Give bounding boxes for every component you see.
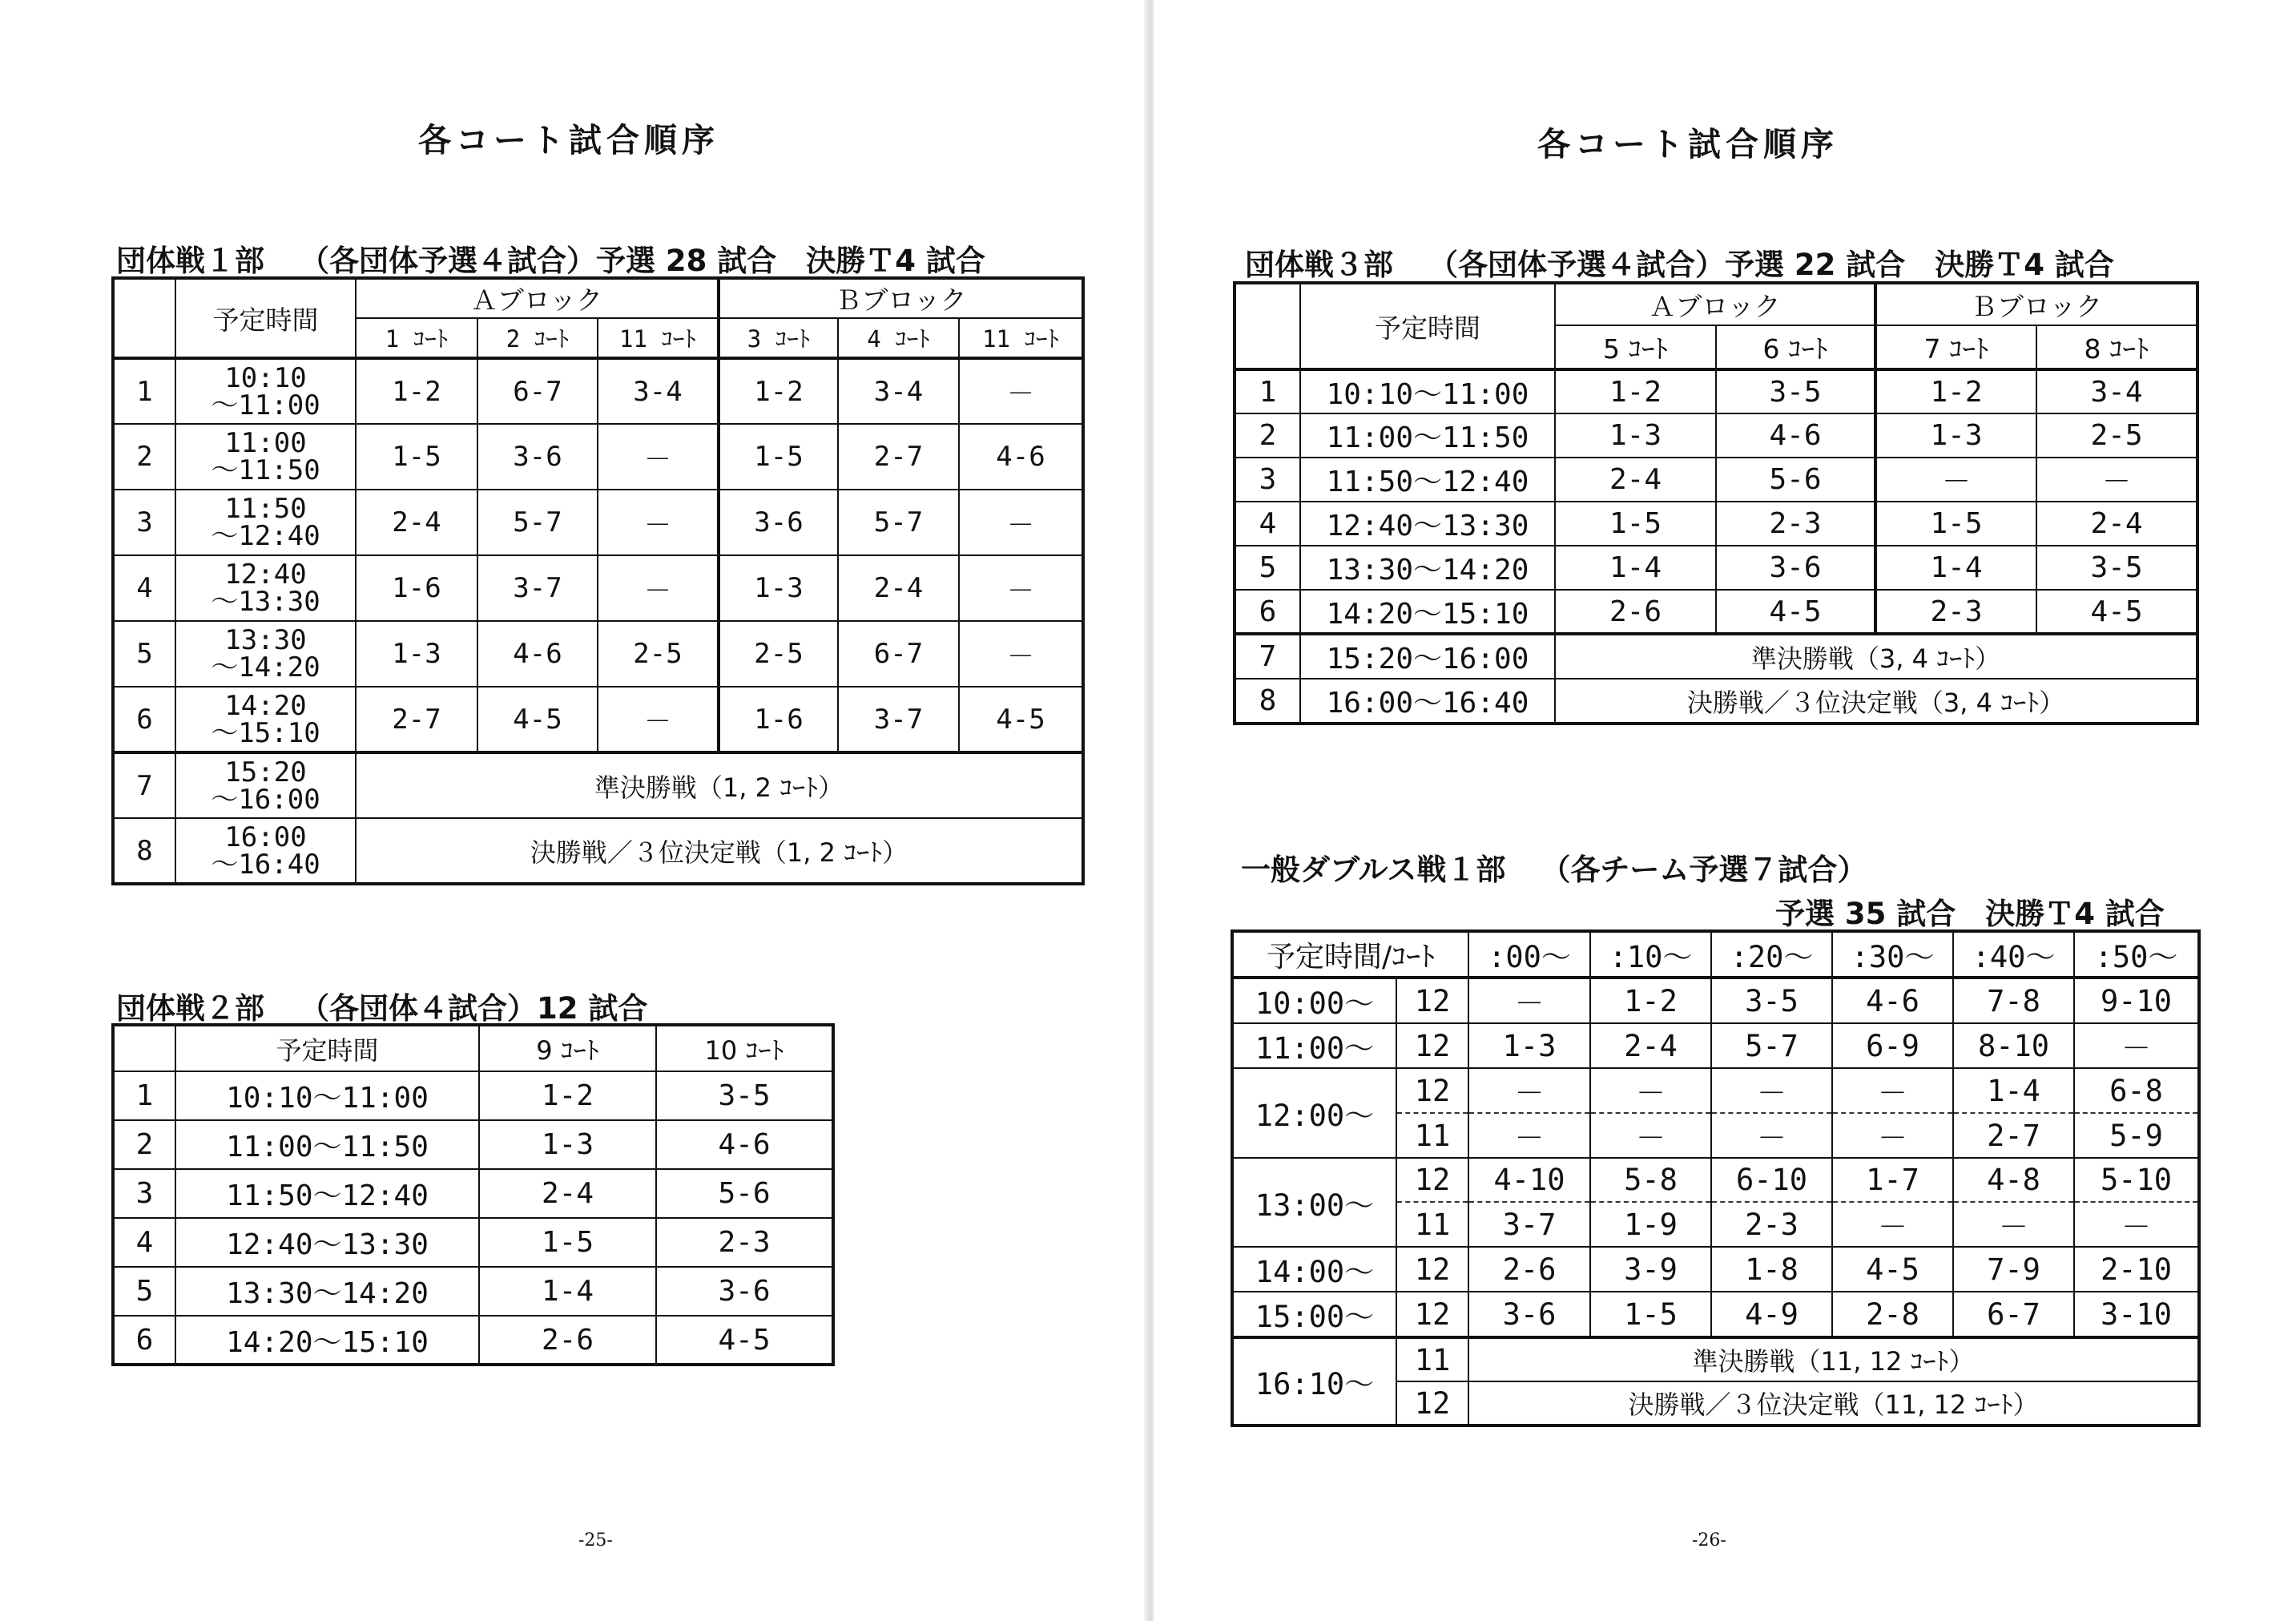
match-cell: 3-5 — [2036, 546, 2197, 590]
court-cell: 12 — [1396, 1023, 1468, 1068]
match-cell: 5-7 — [1711, 1023, 1832, 1068]
time-cell: 14:20～15:10 — [175, 1316, 479, 1365]
table-row — [1232, 1068, 2199, 1113]
match-cell: 7-9 — [1953, 1247, 2074, 1292]
table-row — [113, 1218, 833, 1267]
match-cell: － — [598, 424, 719, 490]
row-number: 2 — [113, 424, 175, 490]
header-no-cell — [1235, 283, 1300, 369]
match-cell: 2-4 — [1590, 1023, 1711, 1068]
match-cell: － — [1875, 458, 2036, 502]
match-cell: 4-5 — [1716, 590, 1875, 634]
match-cell: 6-8 — [2074, 1068, 2199, 1113]
section-detail: （各団体予選４試合）予選 28 試合 決勝Ｔ4 試合 — [300, 244, 985, 278]
match-cell: 2-6 — [1468, 1247, 1590, 1292]
finals-label: 決勝戦／３位決定戦（11, 12 ｺｰﾄ） — [1468, 1381, 2199, 1425]
row-number: 5 — [1235, 546, 1300, 590]
row-number: 8 — [1235, 679, 1300, 724]
page-number: -26- — [1692, 1530, 1726, 1550]
time-cell: 12:40～13:30 — [1300, 502, 1555, 546]
time-cell: 15:20～16:00 — [1300, 634, 1555, 679]
time-cell: 13:30～14:20 — [175, 1267, 479, 1316]
row-number: 3 — [113, 490, 175, 555]
court-cell: 12 — [1396, 1292, 1468, 1337]
match-cell: － — [959, 555, 1083, 621]
match-cell: － — [959, 621, 1083, 687]
header-block-a: Ａブロック — [356, 278, 719, 318]
header-block-a: Ａブロック — [1555, 283, 1875, 325]
match-cell: 2-4 — [838, 555, 959, 621]
court-cell: 12 — [1396, 1381, 1468, 1425]
time-start: 11:00 — [224, 427, 307, 459]
finals-label: 決勝戦／３位決定戦（1, 2 ｺｰﾄ） — [356, 818, 1083, 884]
header-court: 11 ｺｰﾄ — [959, 318, 1083, 358]
time-end: ～11:50 — [211, 454, 320, 486]
time-cell: 12:40～13:30 — [175, 1218, 479, 1267]
table-row — [1235, 369, 2197, 413]
time-end: ～16:00 — [211, 783, 320, 816]
header-court: 5 ｺｰﾄ — [1555, 325, 1716, 369]
time-start: 13:30 — [224, 624, 307, 656]
row-number: 3 — [1235, 458, 1300, 502]
match-cell: 4-5 — [959, 687, 1083, 752]
header-slot: :30～ — [1832, 931, 1953, 978]
header-time-cell: 予定時間 — [175, 278, 356, 358]
match-cell: － — [1711, 1068, 1832, 1113]
match-cell: － — [598, 555, 719, 621]
match-cell: 1-3 — [479, 1120, 656, 1169]
match-cell: 1-5 — [356, 424, 477, 490]
match-cell: 6-9 — [1832, 1023, 1953, 1068]
match-cell: 4-6 — [477, 621, 598, 687]
match-cell: 7-8 — [1953, 978, 2074, 1023]
row-number: 7 — [113, 752, 175, 818]
match-cell: 2-3 — [656, 1218, 833, 1267]
section-detail-2: 予選 35 試合 決勝Ｔ4 試合 — [1775, 897, 2165, 931]
match-cell: 1-2 — [479, 1071, 656, 1120]
header-court: 8 ｺｰﾄ — [2036, 325, 2197, 369]
time-cell: 15:00～ — [1232, 1292, 1396, 1337]
page-title: 各コート試合順序 — [418, 121, 719, 159]
row-number: 2 — [1235, 413, 1300, 458]
table-row — [1232, 1158, 2199, 1202]
match-cell: 1-3 — [719, 555, 838, 621]
court-cell: 11 — [1396, 1337, 1468, 1381]
header-court: 1 ｺｰﾄ — [356, 318, 477, 358]
match-cell: 1-9 — [1590, 1202, 1711, 1247]
match-cell: 3-10 — [2074, 1292, 2199, 1337]
match-cell: 5-7 — [477, 490, 598, 555]
time-cell: 10:10～11:00 — [175, 1071, 479, 1120]
section-name: 団体戦１部 — [116, 244, 264, 278]
match-cell: 5-9 — [2074, 1113, 2199, 1158]
team-match-schedule-table-2 — [111, 1023, 835, 1366]
header-slot: :20～ — [1711, 931, 1832, 978]
table-row — [1232, 1023, 2199, 1068]
match-cell: 1-2 — [1875, 369, 2036, 413]
finals-label: 決勝戦／３位決定戦（3, 4 ｺｰﾄ） — [1555, 679, 2197, 724]
header-court: 6 ｺｰﾄ — [1716, 325, 1875, 369]
row-number: 1 — [113, 358, 175, 424]
table-row — [113, 1169, 833, 1218]
section-name: 一般ダブルス戦１部 — [1241, 853, 1506, 887]
finals-label: 準決勝戦（11, 12 ｺｰﾄ） — [1468, 1337, 2199, 1381]
court-cell: 12 — [1396, 1158, 1468, 1202]
court-cell: 12 — [1396, 1068, 1468, 1113]
row-number: 5 — [113, 621, 175, 687]
court-cell: 12 — [1396, 978, 1468, 1023]
match-cell: 1-4 — [479, 1267, 656, 1316]
match-cell: － — [1468, 1068, 1590, 1113]
table-row — [113, 1120, 833, 1169]
match-cell: 1-3 — [1875, 413, 2036, 458]
match-cell: － — [1590, 1068, 1711, 1113]
match-cell: 2-4 — [2036, 502, 2197, 546]
row-number: 3 — [113, 1169, 175, 1218]
match-cell: 1-2 — [1555, 369, 1716, 413]
match-cell: 2-5 — [2036, 413, 2197, 458]
match-cell: 3-7 — [477, 555, 598, 621]
match-cell: 3-7 — [1468, 1202, 1590, 1247]
match-cell: 3-9 — [1590, 1247, 1711, 1292]
time-cell: 11:00～11:50 — [1300, 413, 1555, 458]
header-court: 10 ｺｰﾄ — [656, 1025, 833, 1071]
header-time-court: 予定時間/ｺｰﾄ — [1232, 931, 1468, 978]
section-detail: （各団体４試合）12 試合 — [300, 991, 648, 1026]
time-end: ～11:00 — [211, 389, 320, 421]
time-start: 15:20 — [224, 756, 307, 788]
time-start: 11:50 — [224, 493, 307, 525]
doubles-schedule-table — [1231, 929, 2201, 1427]
section-name: 団体戦２部 — [116, 991, 264, 1026]
time-end: ～16:40 — [211, 848, 320, 881]
match-cell: 1-4 — [1953, 1068, 2074, 1113]
time-start: 10:10 — [224, 361, 307, 394]
match-cell: 2-3 — [1711, 1202, 1832, 1247]
match-cell: － — [2074, 1202, 2199, 1247]
court-cell: 11 — [1396, 1113, 1468, 1158]
match-cell: 2-7 — [838, 424, 959, 490]
table-row — [1235, 458, 2197, 502]
match-cell: 3-7 — [838, 687, 959, 752]
section-heading — [116, 236, 985, 280]
finals-label: 準決勝戦（1, 2 ｺｰﾄ） — [356, 752, 1083, 818]
time-cell: 13:00～ — [1232, 1158, 1396, 1247]
match-cell: 8-10 — [1953, 1023, 2074, 1068]
section-detail: （各チーム予選７試合） — [1541, 853, 1867, 887]
team-match-schedule-table-1 — [111, 276, 1085, 885]
right-page — [1154, 0, 2296, 1621]
match-cell: 2-5 — [598, 621, 719, 687]
match-cell: 2-4 — [356, 490, 477, 555]
match-cell: 1-5 — [719, 424, 838, 490]
match-cell: － — [598, 687, 719, 752]
match-cell: 4-5 — [2036, 590, 2197, 634]
match-cell: 2-3 — [1875, 590, 2036, 634]
match-cell: 4-6 — [656, 1120, 833, 1169]
match-cell: 1-4 — [1555, 546, 1716, 590]
row-number: 4 — [113, 555, 175, 621]
match-cell: 9-10 — [2074, 978, 2199, 1023]
table-row — [1232, 978, 2199, 1023]
match-cell: 6-10 — [1711, 1158, 1832, 1202]
match-cell: 3-6 — [1716, 546, 1875, 590]
match-cell: 4-10 — [1468, 1158, 1590, 1202]
match-cell: 6-7 — [838, 621, 959, 687]
time-cell — [175, 687, 356, 752]
match-cell: 2-4 — [479, 1169, 656, 1218]
match-cell: 4-5 — [656, 1316, 833, 1365]
time-start: 12:40 — [224, 558, 307, 591]
table-row — [1232, 1247, 2199, 1292]
match-cell: 2-6 — [1555, 590, 1716, 634]
time-cell — [175, 358, 356, 424]
match-cell: 1-8 — [1711, 1247, 1832, 1292]
match-cell: 6-7 — [1953, 1292, 2074, 1337]
match-cell: 6-7 — [477, 358, 598, 424]
header-no-cell — [113, 1025, 175, 1071]
time-end: ～12:40 — [211, 520, 320, 552]
section-heading — [1241, 845, 1867, 889]
match-cell: 3-4 — [838, 358, 959, 424]
match-cell: 3-6 — [719, 490, 838, 555]
header-slot: :40～ — [1953, 931, 2074, 978]
header-slot: :50～ — [2074, 931, 2199, 978]
table-row — [1235, 590, 2197, 634]
row-number: 6 — [113, 1316, 175, 1365]
finals-row — [113, 818, 1083, 884]
row-number: 6 — [1235, 590, 1300, 634]
team-match-schedule-table-3 — [1233, 281, 2199, 725]
table-row — [113, 358, 1083, 424]
section-name: 団体戦３部 — [1245, 248, 1393, 282]
time-end: ～14:20 — [211, 651, 320, 683]
match-cell: 5-6 — [1716, 458, 1875, 502]
row-number: 4 — [113, 1218, 175, 1267]
match-cell: 1-5 — [1555, 502, 1716, 546]
row-number: 5 — [113, 1267, 175, 1316]
header-block-b: Ｂブロック — [719, 278, 1083, 318]
time-cell — [175, 752, 356, 818]
section-heading — [116, 984, 647, 1027]
match-cell: － — [1832, 1068, 1953, 1113]
match-cell: － — [598, 490, 719, 555]
court-cell: 12 — [1396, 1247, 1468, 1292]
match-cell: 2-10 — [2074, 1247, 2199, 1292]
time-cell: 11:00～ — [1232, 1023, 1396, 1068]
header-court: 7 ｺｰﾄ — [1875, 325, 2036, 369]
page-title: 各コート試合順序 — [1537, 125, 1839, 163]
time-cell: 13:30～14:20 — [1300, 546, 1555, 590]
table-row — [113, 1316, 833, 1365]
header-block-b: Ｂブロック — [1875, 283, 2197, 325]
finals-row — [1235, 634, 2197, 679]
match-cell: 3-6 — [656, 1267, 833, 1316]
match-cell: 5-6 — [656, 1169, 833, 1218]
time-cell: 10:00～ — [1232, 978, 1396, 1023]
match-cell: － — [1590, 1113, 1711, 1158]
court-cell: 11 — [1396, 1202, 1468, 1247]
match-cell: － — [1711, 1113, 1832, 1158]
match-cell: 1-5 — [1590, 1292, 1711, 1337]
match-cell: － — [1953, 1202, 2074, 1247]
match-cell: 3-6 — [1468, 1292, 1590, 1337]
row-number: 6 — [113, 687, 175, 752]
table-row — [1235, 413, 2197, 458]
match-cell: － — [1832, 1202, 1953, 1247]
match-cell: 2-7 — [356, 687, 477, 752]
row-number: 2 — [113, 1120, 175, 1169]
match-cell: 4-8 — [1953, 1158, 2074, 1202]
match-cell: 1-2 — [719, 358, 838, 424]
match-cell: 1-2 — [356, 358, 477, 424]
time-cell: 14:20～15:10 — [1300, 590, 1555, 634]
match-cell: 5-10 — [2074, 1158, 2199, 1202]
match-cell: － — [959, 490, 1083, 555]
row-number: 7 — [1235, 634, 1300, 679]
match-cell: － — [2074, 1023, 2199, 1068]
table-row — [113, 424, 1083, 490]
time-cell — [175, 424, 356, 490]
match-cell: 1-6 — [356, 555, 477, 621]
finals-label: 準決勝戦（3, 4 ｺｰﾄ） — [1555, 634, 2197, 679]
match-cell: 3-5 — [656, 1071, 833, 1120]
time-cell: 16:00～16:40 — [1300, 679, 1555, 724]
match-cell: 1-4 — [1875, 546, 2036, 590]
match-cell: 1-2 — [1590, 978, 1711, 1023]
time-end: ～13:30 — [211, 586, 320, 618]
match-cell: － — [2036, 458, 2197, 502]
match-cell: 4-5 — [1832, 1247, 1953, 1292]
time-cell: 16:10～ — [1232, 1337, 1396, 1425]
table-row — [1232, 1292, 2199, 1337]
match-cell: 1-5 — [1875, 502, 2036, 546]
section-detail: （各団体予選４試合）予選 22 試合 決勝Ｔ4 試合 — [1428, 248, 2114, 282]
time-cell: 10:10～11:00 — [1300, 369, 1555, 413]
table-row — [113, 555, 1083, 621]
row-number: 8 — [113, 818, 175, 884]
match-cell: 2-6 — [479, 1316, 656, 1365]
time-start: 16:00 — [224, 821, 307, 853]
table-row — [1235, 546, 2197, 590]
header-slot: :00～ — [1468, 931, 1590, 978]
match-cell: 3-4 — [598, 358, 719, 424]
match-cell: 4-9 — [1711, 1292, 1832, 1337]
match-cell: 4-5 — [477, 687, 598, 752]
time-cell: 12:00～ — [1232, 1068, 1396, 1158]
header-time-cell: 予定時間 — [175, 1025, 479, 1071]
match-cell: 4-6 — [959, 424, 1083, 490]
header-court: 4 ｺｰﾄ — [838, 318, 959, 358]
header-no-cell — [113, 278, 175, 358]
match-cell: 3-5 — [1711, 978, 1832, 1023]
row-number: 1 — [1235, 369, 1300, 413]
header-court: 9 ｺｰﾄ — [479, 1025, 656, 1071]
match-cell: 4-6 — [1716, 413, 1875, 458]
match-cell: 2-4 — [1555, 458, 1716, 502]
table-row — [113, 1267, 833, 1316]
time-end: ～15:10 — [211, 716, 320, 749]
match-cell: 2-5 — [719, 621, 838, 687]
match-cell: 1-3 — [356, 621, 477, 687]
time-cell — [175, 621, 356, 687]
table-row — [113, 1071, 833, 1120]
match-cell: 5-8 — [1590, 1158, 1711, 1202]
match-cell: 3-6 — [477, 424, 598, 490]
time-cell — [175, 490, 356, 555]
match-cell: 3-4 — [2036, 369, 2197, 413]
page-number: -25- — [578, 1530, 613, 1550]
section-heading — [1245, 240, 2114, 284]
time-start: 14:20 — [224, 689, 307, 722]
table-row — [1235, 502, 2197, 546]
header-court: 3 ｺｰﾄ — [719, 318, 838, 358]
match-cell: 2-7 — [1953, 1113, 2074, 1158]
match-cell: － — [1468, 1113, 1590, 1158]
table-row — [113, 621, 1083, 687]
match-cell: 1-3 — [1555, 413, 1716, 458]
header-time-cell: 予定時間 — [1300, 283, 1555, 369]
match-cell: － — [1468, 978, 1590, 1023]
match-cell: 1-3 — [1468, 1023, 1590, 1068]
time-cell: 11:00～11:50 — [175, 1120, 479, 1169]
header-court: 2 ｺｰﾄ — [477, 318, 598, 358]
time-cell: 11:50～12:40 — [1300, 458, 1555, 502]
match-cell: 2-8 — [1832, 1292, 1953, 1337]
match-cell: － — [959, 358, 1083, 424]
match-cell: － — [1832, 1113, 1953, 1158]
time-cell — [175, 818, 356, 884]
match-cell: 5-7 — [838, 490, 959, 555]
finals-row — [1235, 679, 2197, 724]
match-cell: 3-5 — [1716, 369, 1875, 413]
header-court: 11 ｺｰﾄ — [598, 318, 719, 358]
table-row — [113, 687, 1083, 752]
time-cell: 14:00～ — [1232, 1247, 1396, 1292]
match-cell: 2-3 — [1716, 502, 1875, 546]
header-slot: :10～ — [1590, 931, 1711, 978]
match-cell: 1-6 — [719, 687, 838, 752]
row-number: 4 — [1235, 502, 1300, 546]
finals-row — [1232, 1337, 2199, 1381]
match-cell: 1-7 — [1832, 1158, 1953, 1202]
table-row — [113, 490, 1083, 555]
time-cell — [175, 555, 356, 621]
row-number: 1 — [113, 1071, 175, 1120]
match-cell: 4-6 — [1832, 978, 1953, 1023]
match-cell: 1-5 — [479, 1218, 656, 1267]
time-cell: 11:50～12:40 — [175, 1169, 479, 1218]
finals-row — [113, 752, 1083, 818]
